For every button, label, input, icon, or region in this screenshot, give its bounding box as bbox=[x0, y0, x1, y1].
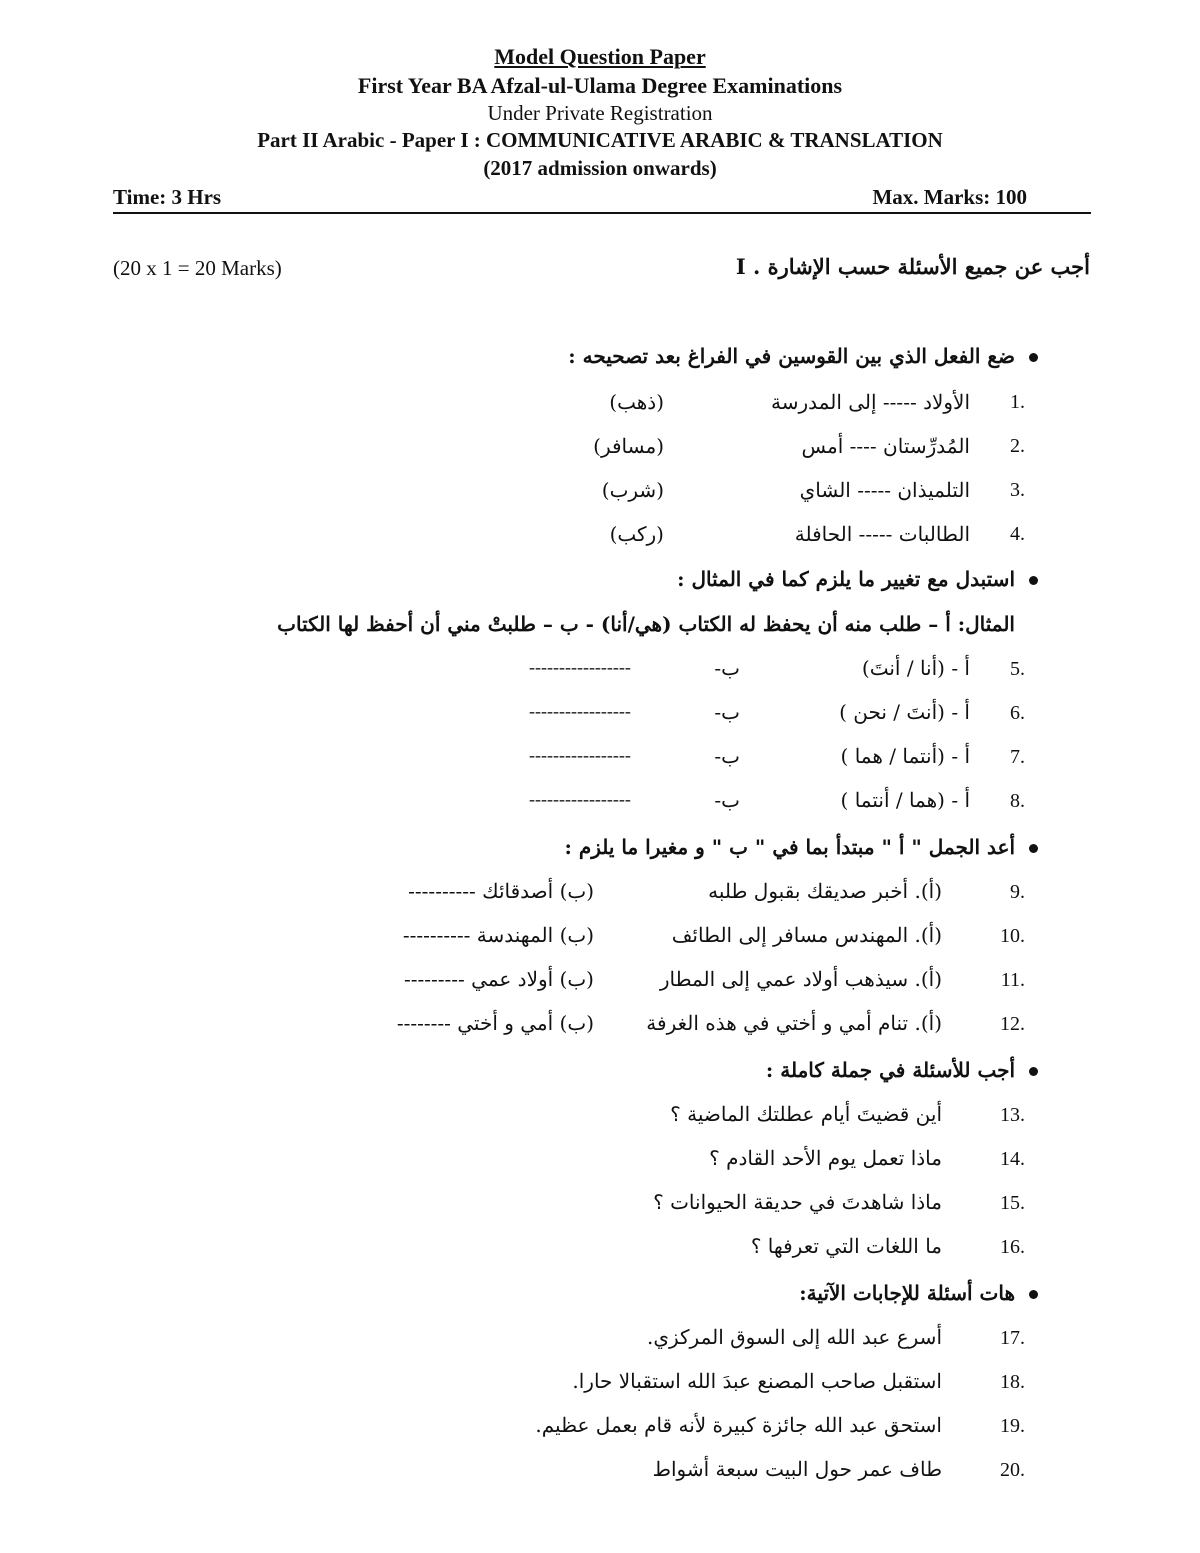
section-heading: هات أسئلة للإجابات الآتية: bbox=[799, 1281, 1015, 1305]
item-number: 5. bbox=[1010, 658, 1025, 680]
time-limit: Time: 3 Hrs bbox=[113, 185, 222, 209]
exam-name: First Year BA Afzal-ul-Ulama Degree Examinations bbox=[357, 73, 843, 98]
item-option-b: (ب) المهندسة ---------- bbox=[402, 923, 594, 947]
bullet-icon bbox=[1029, 1067, 1038, 1076]
item-hint: (شرب) bbox=[601, 478, 664, 502]
registration-type: Under Private Registration bbox=[487, 101, 713, 125]
item-option-a: (أ). أخبر صديقك بقبول طلبه bbox=[708, 879, 942, 903]
item-text: الطالبات ----- الحافلة bbox=[794, 522, 970, 546]
item-text: استقبل صاحب المصنع عبدَ الله استقبالا حارا. bbox=[572, 1369, 942, 1393]
time-marks-row bbox=[113, 185, 1091, 214]
item-hint: (مسافر) bbox=[593, 434, 664, 458]
item-option-a: (أ). سيذهب أولاد عمي إلى المطار bbox=[659, 967, 942, 991]
item-number: 4. bbox=[1010, 523, 1025, 545]
item-number: 2. bbox=[1010, 435, 1025, 457]
item-text: المُدرِّستان ---- أمس bbox=[801, 434, 970, 458]
paper-title: Model Question Paper bbox=[494, 44, 706, 69]
item-option-b: ب- bbox=[714, 744, 740, 768]
item-text: أين قضيتَ أيام عطلتك الماضية ؟ bbox=[670, 1102, 942, 1126]
item-number: 18. bbox=[1000, 1371, 1025, 1393]
item-number: 6. bbox=[1010, 702, 1025, 724]
item-number: 16. bbox=[1000, 1236, 1025, 1258]
question-marks: (20 x 1 = 20 Marks) bbox=[113, 256, 282, 280]
item-option-a: أ - (أنا / أنتَ) bbox=[861, 656, 970, 680]
item-text: أسرع عبد الله إلى السوق المركزي. bbox=[646, 1325, 942, 1349]
bullet-icon bbox=[1029, 1290, 1038, 1299]
answer-blank: ----------------- bbox=[529, 701, 631, 721]
item-option-b: ب- bbox=[714, 700, 740, 724]
item-number: 20. bbox=[1000, 1459, 1025, 1481]
item-number: 11. bbox=[1000, 969, 1025, 991]
section-heading: أعد الجمل " أ " مبتدأ بما في " ب " و مغيرا ما يلزم : bbox=[564, 835, 1015, 859]
item-option-b: (ب) أمي و أختي -------- bbox=[396, 1011, 594, 1035]
section-heading: استبدل مع تغيير ما يلزم كما في المثال : bbox=[677, 567, 1015, 591]
question-heading: I . أجب عن جميع الأسئلة حسب الإشارة bbox=[735, 254, 1090, 279]
item-number: 1. bbox=[1010, 391, 1025, 413]
item-option-a: (أ). تنام أمي و أختي في هذه الغرفة bbox=[646, 1011, 942, 1035]
answer-blank: ----------------- bbox=[529, 745, 631, 765]
item-number: 19. bbox=[1000, 1415, 1025, 1437]
item-number: 9. bbox=[1010, 881, 1025, 903]
item-option-a: أ - (أنتَ / نحن ) bbox=[839, 700, 970, 724]
item-hint: (ذهب) bbox=[609, 390, 664, 414]
item-number: 3. bbox=[1010, 479, 1025, 501]
item-text: التلميذان ----- الشاي bbox=[799, 478, 970, 502]
item-number: 13. bbox=[1000, 1104, 1025, 1126]
answer-blank: ----------------- bbox=[529, 657, 631, 677]
item-text: ماذا تعمل يوم الأحد القادم ؟ bbox=[709, 1146, 942, 1170]
item-number: 10. bbox=[1000, 925, 1025, 947]
example-line: المثال: أ – طلب منه أن يحفظ له الكتاب (هي/أنا) - ب – طلبتْ مني أن أحفظ لها الكتاب bbox=[277, 612, 1015, 636]
item-text: طاف عمر حول البيت سبعة أشواط bbox=[652, 1457, 942, 1481]
item-option-b: ب- bbox=[714, 656, 740, 680]
section-heading: أجب للأسئلة في جملة كاملة : bbox=[765, 1058, 1015, 1082]
item-number: 15. bbox=[1000, 1192, 1025, 1214]
bullet-icon bbox=[1029, 353, 1038, 362]
max-marks: Max. Marks: 100 bbox=[872, 185, 1027, 209]
item-hint: (ركب) bbox=[609, 522, 664, 546]
bullet-icon bbox=[1029, 844, 1038, 853]
item-text: ماذا شاهدتَ في حديقة الحيوانات ؟ bbox=[653, 1190, 942, 1214]
item-text: الأولاد ----- إلى المدرسة bbox=[771, 390, 970, 414]
item-text: ما اللغات التي تعرفها ؟ bbox=[750, 1234, 942, 1258]
item-text: استحق عبد الله جائزة كبيرة لأنه قام بعمل عظيم. bbox=[535, 1413, 942, 1437]
paper-part: Part II Arabic - Paper I : COMMUNICATIVE ARABIC & TRANSLATION bbox=[257, 128, 943, 152]
item-number: 7. bbox=[1010, 746, 1025, 768]
item-number: 14. bbox=[1000, 1148, 1025, 1170]
item-option-b: (ب) أولاد عمي --------- bbox=[403, 967, 594, 991]
bullet-icon bbox=[1029, 576, 1038, 585]
answer-blank: ----------------- bbox=[529, 789, 631, 809]
item-option-a: أ - (هما / أنتما ) bbox=[840, 788, 970, 812]
item-option-a: (أ). المهندس مسافر إلى الطائف bbox=[671, 923, 942, 947]
section-heading: ضع الفعل الذي بين القوسين في الفراغ بعد تصحيحه : bbox=[568, 344, 1015, 368]
item-number: 8. bbox=[1010, 790, 1025, 812]
item-number: 12. bbox=[1000, 1013, 1025, 1035]
admission-note: (2017 admission onwards) bbox=[483, 156, 717, 180]
item-option-a: أ - (أنتما / هما ) bbox=[840, 744, 970, 768]
item-option-b: ب- bbox=[714, 788, 740, 812]
item-option-b: (ب) أصدقائك ---------- bbox=[408, 879, 594, 903]
item-number: 17. bbox=[1000, 1327, 1025, 1349]
